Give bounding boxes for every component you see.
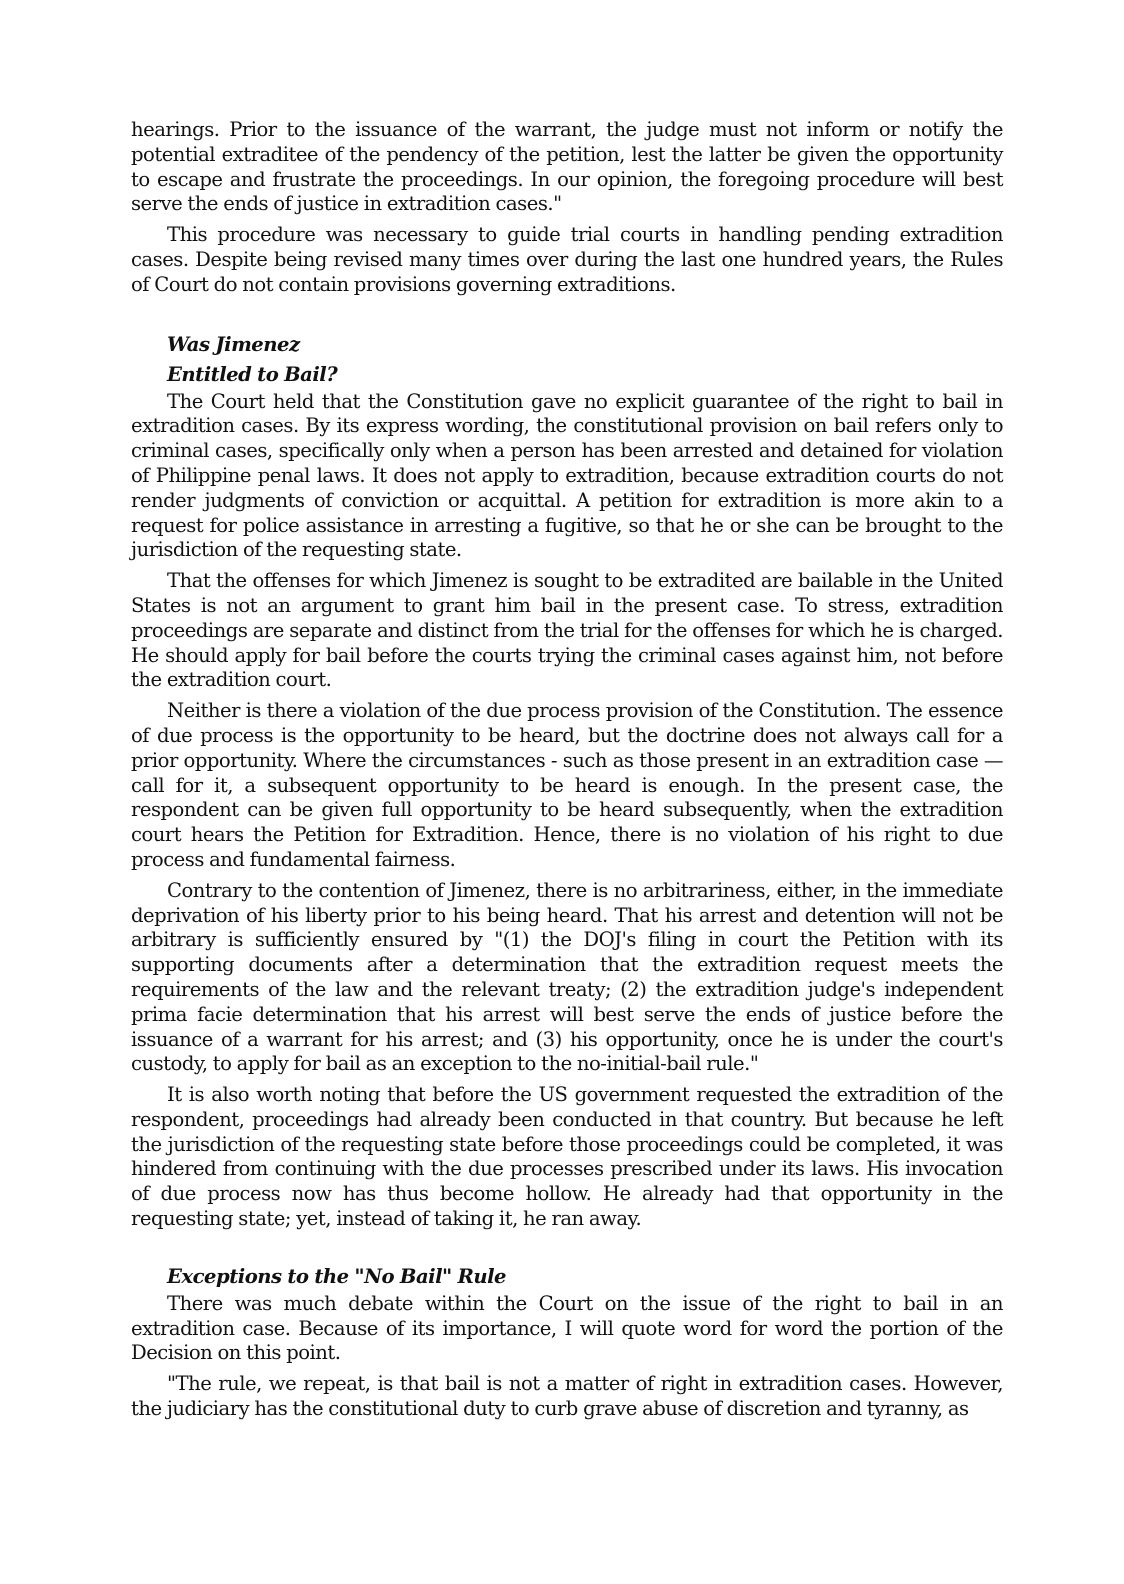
section-heading: Was Jimenez bbox=[167, 332, 300, 356]
section-spacer bbox=[131, 304, 1003, 330]
body-paragraph: "The rule, we repeat, is that bail is not a matter of right in extradition cases. However, the judiciary has the constitutional duty to curb grave abuse of discretion and tyranny, as bbox=[131, 1372, 1003, 1421]
body-paragraph: This procedure was necessary to guide trial courts in handling pending extradition cases. Despite being revised many times over during the last one hundred years, the Rules of Court do not contain provisions governing extraditions. bbox=[131, 223, 1003, 296]
body-paragraph: The Court held that the Constitution gave no explicit guarantee of the right to bail in extradition cases. By its express wording, the constitutional provision on bail refers only to criminal cases, specifically only when a person has been arrested and detained for violation of Philippine penal laws. It does not apply to extradition, because extradition courts do not render judgments of conviction or acquittal. A petition for extradition is more akin to a request for police assistance in arresting a fugitive, so that he or she can be brought to the jurisdiction of the requesting state. bbox=[131, 389, 1003, 562]
body-paragraph: Contrary to the contention of Jimenez, there is no arbitrariness, either, in the immediate deprivation of his liberty prior to his being heard. That his arrest and detention will not be arbitrary is sufficiently ensured by "(1) the DOJ's filing in court the Petition with its supporting documents after a determination that the extradition request meets the requirements of the law and the relevant treaty; (2) the extradition judge's independent prima facie determination that his arrest will best serve the ends of justice before the issuance of a warrant for his arrest; and (3) his opportunity, once he is under the court's custody, to apply for bail as an exception to the no-initial-bail rule." bbox=[131, 878, 1003, 1076]
body-paragraph: Neither is there a violation of the due process provision of the Constitution. The essence of due process is the opportunity to be heard, but the doctrine does not always call for a prior opportunity. Where the circumstances - such as those present in an extradition case — call for it, a subsequent opportunity to be heard is enough. In the present case, the respondent can be given full opportunity to be heard subsequently, when the extradition court hears the Petition for Extradition. Hence, there is no violation of his right to due process and fundamental fairness. bbox=[131, 699, 1003, 871]
body-paragraph: That the offenses for which Jimenez is sought to be extradited are bailable in the United States is not an argument to grant him bail in the present case. To stress, extradition proceedings are separate and distinct from the trial for the offenses for which he is charged. He should apply for bail before the courts trying the criminal cases against him, not before the extradition court. bbox=[131, 569, 1003, 692]
section-heading: Entitled to Bail? bbox=[167, 362, 338, 386]
body-paragraph: It is also worth noting that before the US government requested the extradition of the respondent, proceedings had already been conducted in that country. But because he left the jurisdiction of the requesting state before those proceedings could be completed, it was hindered from continuing with the due processes prescribed under its laws. His invocation of due process now has thus become hollow. He already had that opportunity in the requesting state; yet, instead of taking it, he ran away. bbox=[131, 1083, 1003, 1231]
section-spacer bbox=[131, 1238, 1003, 1262]
body-paragraph: hearings. Prior to the issuance of the warrant, the judge must not inform or notify the potential extraditee of the pendency of the petition, lest the latter be given the opportunity to escape and frustrate the proceedings. In our opinion, the foregoing procedure will best serve the ends of justice in extradition cases." bbox=[131, 118, 1003, 216]
document-page bbox=[131, 118, 1003, 1428]
section-heading: Exceptions to the "No Bail" Rule bbox=[167, 1264, 507, 1288]
body-paragraph: There was much debate within the Court on the issue of the right to bail in an extradition case. Because of its importance, I will quote word for word the portion of the Decision on this point. bbox=[131, 1291, 1003, 1365]
